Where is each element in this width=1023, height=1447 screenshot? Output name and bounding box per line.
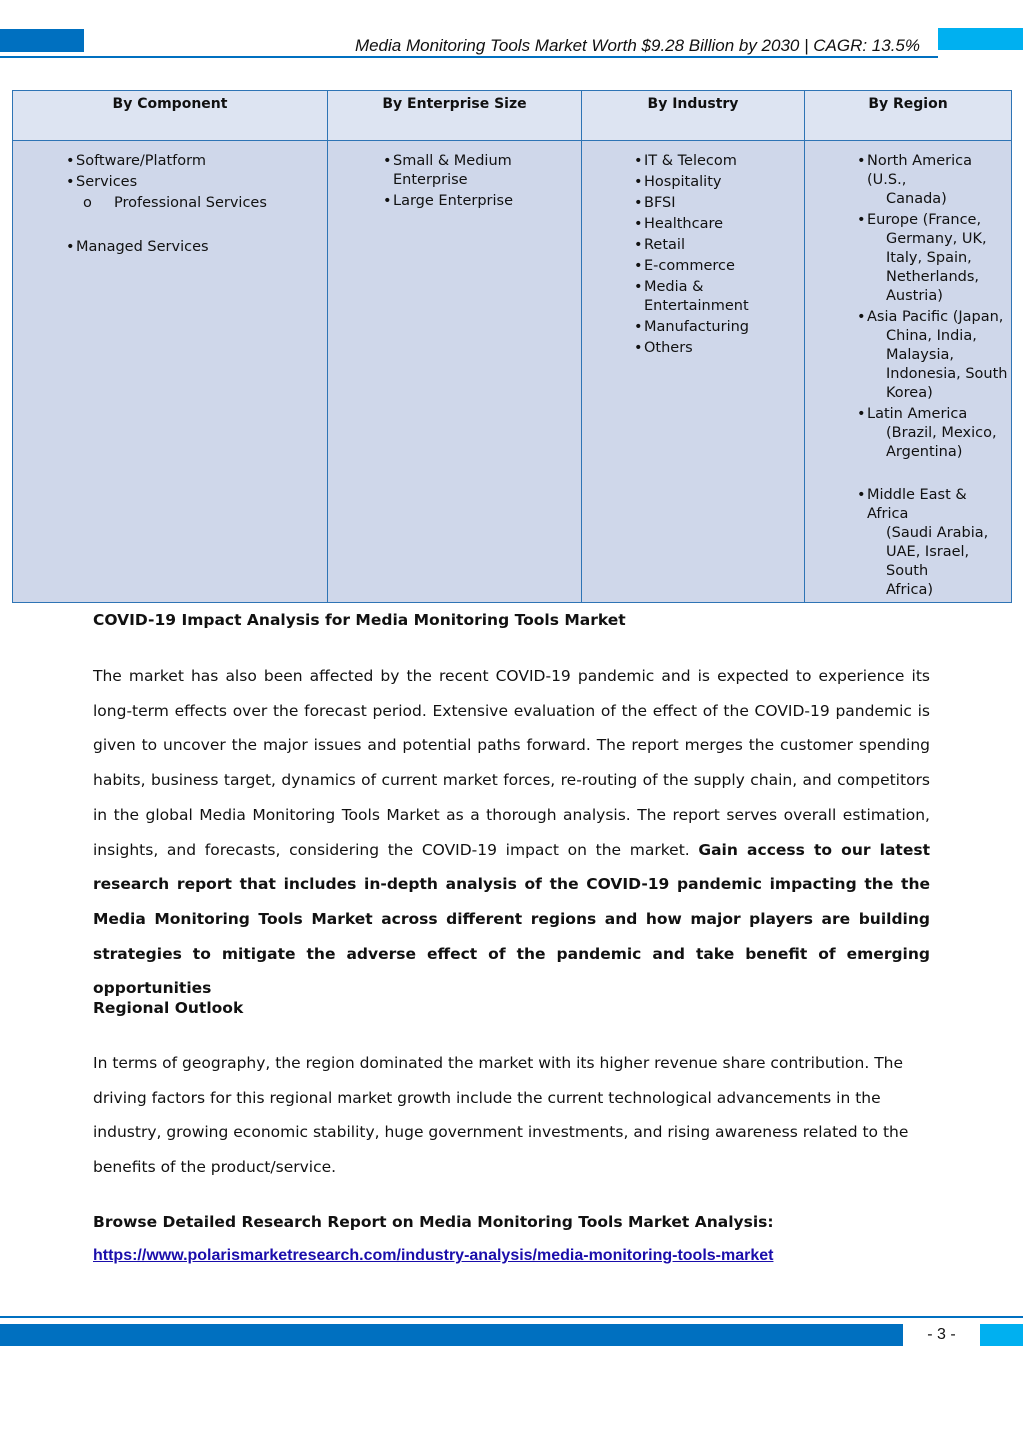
component-cell [13,141,328,603]
column-header-component: By Component [13,91,328,141]
header-accent-right [938,28,1023,50]
component-sublist [13,194,327,213]
region-line: Indonesia, South [886,366,1008,382]
region-line: Canada) [886,191,947,207]
footer-accent-right [980,1324,1023,1346]
industry-list [582,141,804,358]
covid-body-bold: Gain access to our latest research report that includes in-depth analysis of the COVID-19 pandemic impacting the the Media Monitoring Tools Market across different regions and how major players are building strategies to mitigate the adverse effect of the pandemic and take benefit of emerging opportunities [93,840,930,998]
report-link[interactable]: https://www.polarismarketresearch.com/industry-analysis/media-monitoring-tools-market [93,1247,774,1264]
list-item: • Managed Services [76,238,327,257]
header-accent-left [0,29,84,52]
region-first-line: Europe (France, [867,212,982,228]
column-header-enterprise-size: By Enterprise Size [328,91,582,141]
list-item: • Retail [644,236,804,255]
header-rule [0,56,938,58]
list-item: • Small & Medium Enterprise [393,152,581,190]
browse-link-row [93,1246,930,1265]
region-line: (Saudi Arabia, [886,525,989,541]
regional-heading: Regional Outlook [93,999,244,1017]
covid-body: The market has also been affected by the recent COVID-19 pandemic and is expected to experience its long-term effects over the forecast period. Extensive evaluation of the effect of the COVID-19 pandemic is given to uncover the major issues and potential paths forward. The report merges the customer spending habits, business target, dynamics of current market forces, re-routing of the supply chain, and competitors in the global Media Monitoring Tools Market as a thorough analysis. The report serves overall estimation, insights, and forecasts, considering the COVID-19 impact on the market. [93,667,930,859]
industry-cell [582,141,805,603]
region-item-north-america [867,152,1009,209]
component-list [13,141,327,192]
region-item-latin-america [867,405,1009,462]
list-item: • Hospitality [644,173,804,192]
list-item: • IT & Telecom [644,152,804,171]
list-item: • Large Enterprise [393,192,581,211]
region-line: (Brazil, Mexico, [886,425,997,441]
column-header-industry: By Industry [582,91,805,141]
component-list-after [13,238,327,257]
region-first-line: Latin America [867,406,968,422]
region-line: Austria) [886,288,943,304]
list-item: • Others [644,339,804,358]
header-title: Media Monitoring Tools Market Worth $9.28 Billion by 2030 | CAGR: 13.5% [354,36,920,55]
list-item: • E-commerce [644,257,804,276]
region-line: Netherlands, [886,269,979,285]
list-item: • Services [76,173,327,192]
region-line: Africa) [886,582,934,598]
region-first-line: Middle East & Africa [867,487,967,522]
enterprise-size-cell [328,141,582,603]
segmentation-table [12,90,1012,603]
sub-list-item: o Professional Services [13,194,327,213]
list-item: • Software/Platform [76,152,327,171]
region-first-line: North America (U.S., [867,153,972,188]
list-item: • Media & Entertainment [644,278,804,316]
region-line: China, India, [886,328,977,344]
enterprise-size-list [328,141,581,211]
page-number: - 3 - [927,1326,956,1343]
region-item-middle-east-africa [867,486,1009,600]
regional-paragraph: In terms of geography, the region dominated the market with its higher revenue share contribution. The driving factors for this regional market growth include the current technological advancements in the industry, growing economic stability, huge government investments, and rising awareness related to the benefits of the product/service. [93,1054,909,1177]
region-first-line: Asia Pacific (Japan, [867,309,1004,325]
list-item: • Manufacturing [644,318,804,337]
list-item: • BFSI [644,194,804,213]
region-line: UAE, Israel, South [886,544,970,579]
footer-accent-bar [0,1324,903,1346]
region-line: Malaysia, [886,347,954,363]
region-list [805,141,1011,600]
region-line: Korea) [886,385,933,401]
region-line: Germany, UK, [886,231,987,247]
region-item-asia-pacific [867,308,1009,403]
column-header-region: By Region [805,91,1012,141]
list-item: • Healthcare [644,215,804,234]
region-line: Italy, Spain, [886,250,972,266]
region-line: Argentina) [886,444,963,460]
browse-heading: Browse Detailed Research Report on Media Monitoring Tools Market Analysis: [93,1213,774,1231]
covid-paragraph [93,659,930,1006]
region-cell [805,141,1012,603]
region-item-europe [867,211,1009,306]
footer-rule [0,1316,1023,1318]
covid-heading: COVID-19 Impact Analysis for Media Monitoring Tools Market [93,611,626,629]
